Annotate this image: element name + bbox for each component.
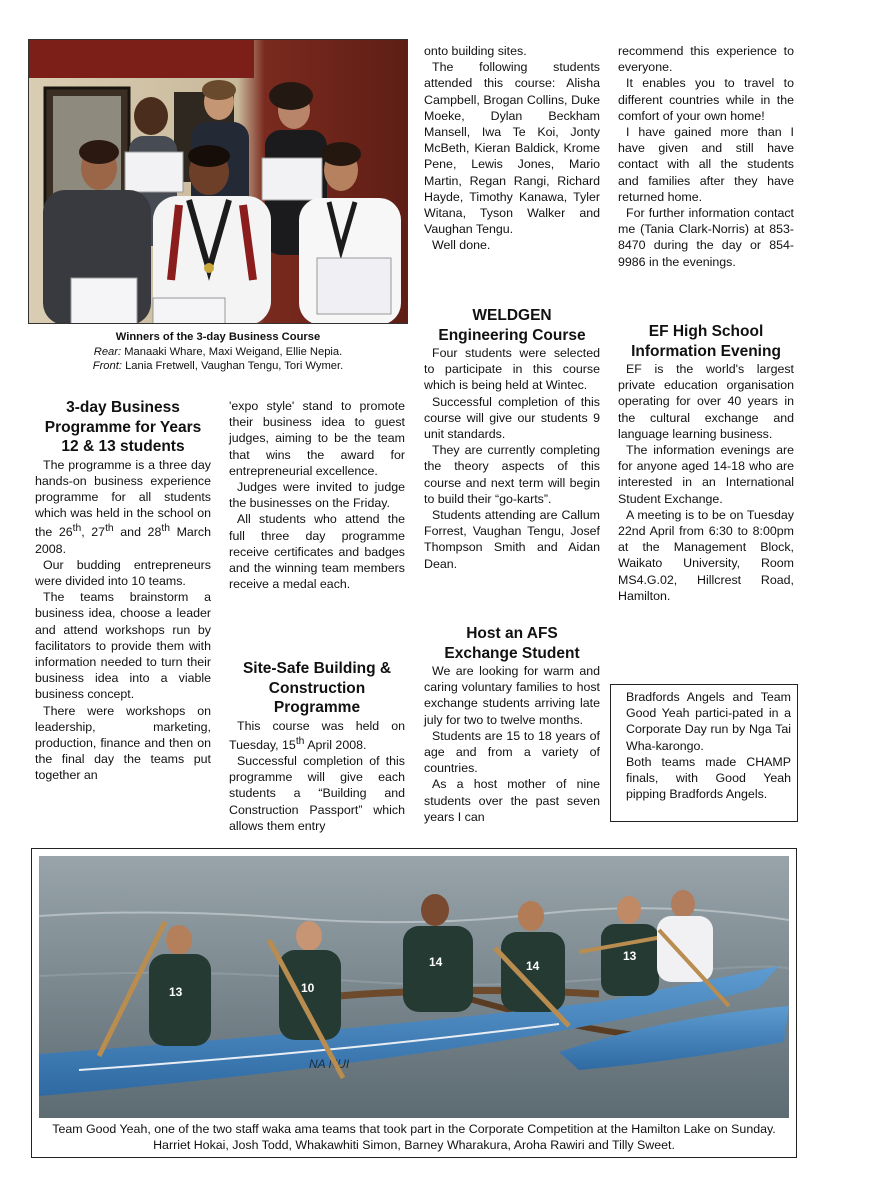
afs-paragraph-7: For further information contact me (Tania Clark-Norris) at 853-8470 during the day or 854-9986 in the evenings.: [618, 206, 794, 269]
ef-paragraph-1: EF is the world's largest private education organisation operating for over 40 years in the cultural exchange and language learning business.: [618, 362, 794, 441]
jersey-4: 14: [526, 959, 540, 973]
weldgen-paragraph-2: Successful completion of this course will give our students 9 unit standards.: [424, 394, 600, 442]
caption-rear-row: [28, 345, 408, 360]
business-paragraph-5: 'expo style' stand to promote their business idea to guest judges, aiming to be the team that wins the award for entrepreneurial excellence.: [229, 399, 405, 478]
ef-title-line2: Information Evening: [631, 342, 781, 360]
caption-rear-label: Rear:: [93, 345, 122, 358]
caption-rear-names: Manaaki Whare, Maxi Weigand, Ellie Nepia.: [124, 345, 343, 358]
ef-title: [618, 322, 794, 361]
sitesafe-title: [229, 659, 405, 718]
angels-notice-box: [610, 684, 798, 822]
afs-title: [424, 624, 600, 663]
sitesafe-article-part1: [229, 659, 405, 834]
winners-photo-caption: [28, 330, 408, 374]
business-article-part2: [229, 398, 405, 592]
afs-paragraph-5: It enables you to travel to different countries while in the comfort of your own home!: [618, 76, 794, 123]
ef-article: [618, 322, 794, 604]
jersey-1: 13: [169, 985, 183, 999]
ef-paragraph-3: A meeting is to be on Tuesday 22nd April from 6:30 to 8:00pm at the Management Block, Waikato University, Room MS4.G.02, Hillcrest Road, Hamilton.: [618, 507, 794, 603]
afs-paragraph-4: recommend this experience to everyone.: [618, 44, 794, 75]
afs-paragraph-6: I have gained more than I have given and still have contact with all the students and families after they have returned home.: [618, 125, 794, 204]
business-title-line2: Programme for Years: [44, 418, 202, 436]
jersey-2: 10: [301, 981, 315, 995]
afs-paragraph-1: We are looking for warm and caring voluntary families to host exchange students arriving late july for two to twelve months.: [424, 664, 600, 727]
jersey-3: 14: [429, 955, 443, 969]
afs-title-line2: Exchange Student: [444, 644, 580, 662]
weldgen-paragraph-3: They are currently completing the theory aspects of this course and next term will begin to build their “go-karts”.: [424, 443, 600, 506]
business-title-line3: 12 & 13 students: [61, 438, 185, 455]
canoe-name-text: NA NUI: [309, 1057, 350, 1071]
business-paragraph-3: The teams brainstorm a business idea, choose a leader and attend workshops run by facilitators to provide them with information needed to turn their business idea into a viable business concept.: [35, 590, 211, 702]
business-paragraph-2: Our budding entrepreneurs were divided into 10 teams.: [35, 557, 211, 589]
waka-ama-photo: [39, 856, 789, 1118]
weldgen-title: [424, 306, 600, 345]
afs-article-part2: [618, 43, 794, 270]
sitesafe-article-part2: [424, 43, 600, 254]
angels-paragraph-2: Both teams made CHAMP finals, with Good Yeah pipping Bradfords Angels.: [626, 754, 791, 802]
sitesafe-paragraph-4: The following students attended this course: Alisha Campbell, Brogan Collins, Duke Moeke, Dylan Beckham Mansell, Iwa Te Koi, Jonty McBeth, Kieran Baldick, Krome Pene, Lewis Jones, Mario Martin, Regan Rangi, Richard Hayde, Timothy Kanawa, Tyler Witana, Tyson Walker and Vaughan Tengu.: [424, 60, 600, 237]
sitesafe-title-line3: Programme: [273, 699, 361, 716]
afs-paragraph-3: As a host mother of nine students over the past seven years I can: [424, 777, 600, 824]
sitesafe-paragraph-2: Successful completion of this programme will give each students a “Building and Construction Passport” which allows them entry: [229, 754, 405, 833]
ef-paragraph-2: The information evenings are for anyone aged 14-18 who are interested in an International Student Exchange.: [618, 443, 794, 506]
business-title: [35, 398, 211, 457]
caption-front-label: Front:: [92, 360, 122, 372]
caption-title: Winners of the 3-day Business Course: [115, 331, 321, 343]
jersey-5: 13: [623, 949, 637, 963]
waka-ama-photo-graphic: [39, 856, 789, 1118]
business-paragraph-6: Judges were invited to judge the businesses on the Friday.: [229, 480, 405, 511]
waka-photo-caption: Team Good Yeah, one of the two staff waka ama teams that took part in the Corporate Competition at the Hamilton Lake on Sunday. Harriet Hokai, Josh Todd, Whakawhiti Simon, Barney Wharakura, Aroha Rawiri and Tilly Sweet.: [52, 1122, 776, 1152]
sitesafe-paragraph-3: onto building sites.: [424, 44, 527, 58]
weldgen-paragraph-4: Students attending are Callum Forrest, Vaughan Tengu, Josef Thompson Smith and Aidan Dean.: [424, 508, 600, 571]
afs-paragraph-2: Students are 15 to 18 years of age and from a variety of countries.: [424, 728, 600, 776]
ef-title-line1: EF High School: [648, 323, 764, 340]
business-paragraph-7: All students who attend the full three day programme receive certificates and badges and the winning team members receive a medal each.: [229, 512, 405, 592]
weldgen-paragraph-1: Four students were selected to participate in this course which is being held at Wintec.: [424, 346, 600, 393]
caption-front-row: [28, 359, 408, 374]
afs-article-part1: [424, 624, 600, 825]
weldgen-article: [424, 306, 600, 572]
sitesafe-title-line1: Site-Safe Building &: [242, 660, 392, 677]
angels-paragraph-1: Bradfords Angels and Team Good Yeah partici-pated in a Corporate Day run by Nga Tai Wha-karongo.: [626, 690, 791, 753]
business-title-line1: 3-day Business: [66, 399, 180, 416]
winners-photo: [28, 39, 408, 324]
business-paragraph-4: There were workshops on leadership, marketing, production, finance and then on the final day the teams put together an: [35, 703, 211, 783]
caption-front-names: Lania Fretwell, Vaughan Tengu, Tori Wymer.: [125, 360, 344, 372]
business-article-part1: [35, 398, 211, 784]
afs-title-line1: Host an AFS: [466, 625, 558, 642]
business-paragraph-1: The programme is a three day hands-on business experience programme for all students which was held in the school on the 26th, 27th and 28th March 2008.: [35, 457, 211, 556]
sitesafe-title-line2: Construction: [268, 679, 366, 697]
sitesafe-paragraph-1: This course was held on Tuesday, 15th April 2008.: [229, 718, 405, 752]
weldgen-title-line1: WELDGEN: [472, 307, 552, 324]
weldgen-title-line2: Engineering Course: [438, 326, 586, 344]
sitesafe-paragraph-5: Well done.: [432, 238, 491, 253]
winners-photo-graphic: [29, 40, 408, 324]
